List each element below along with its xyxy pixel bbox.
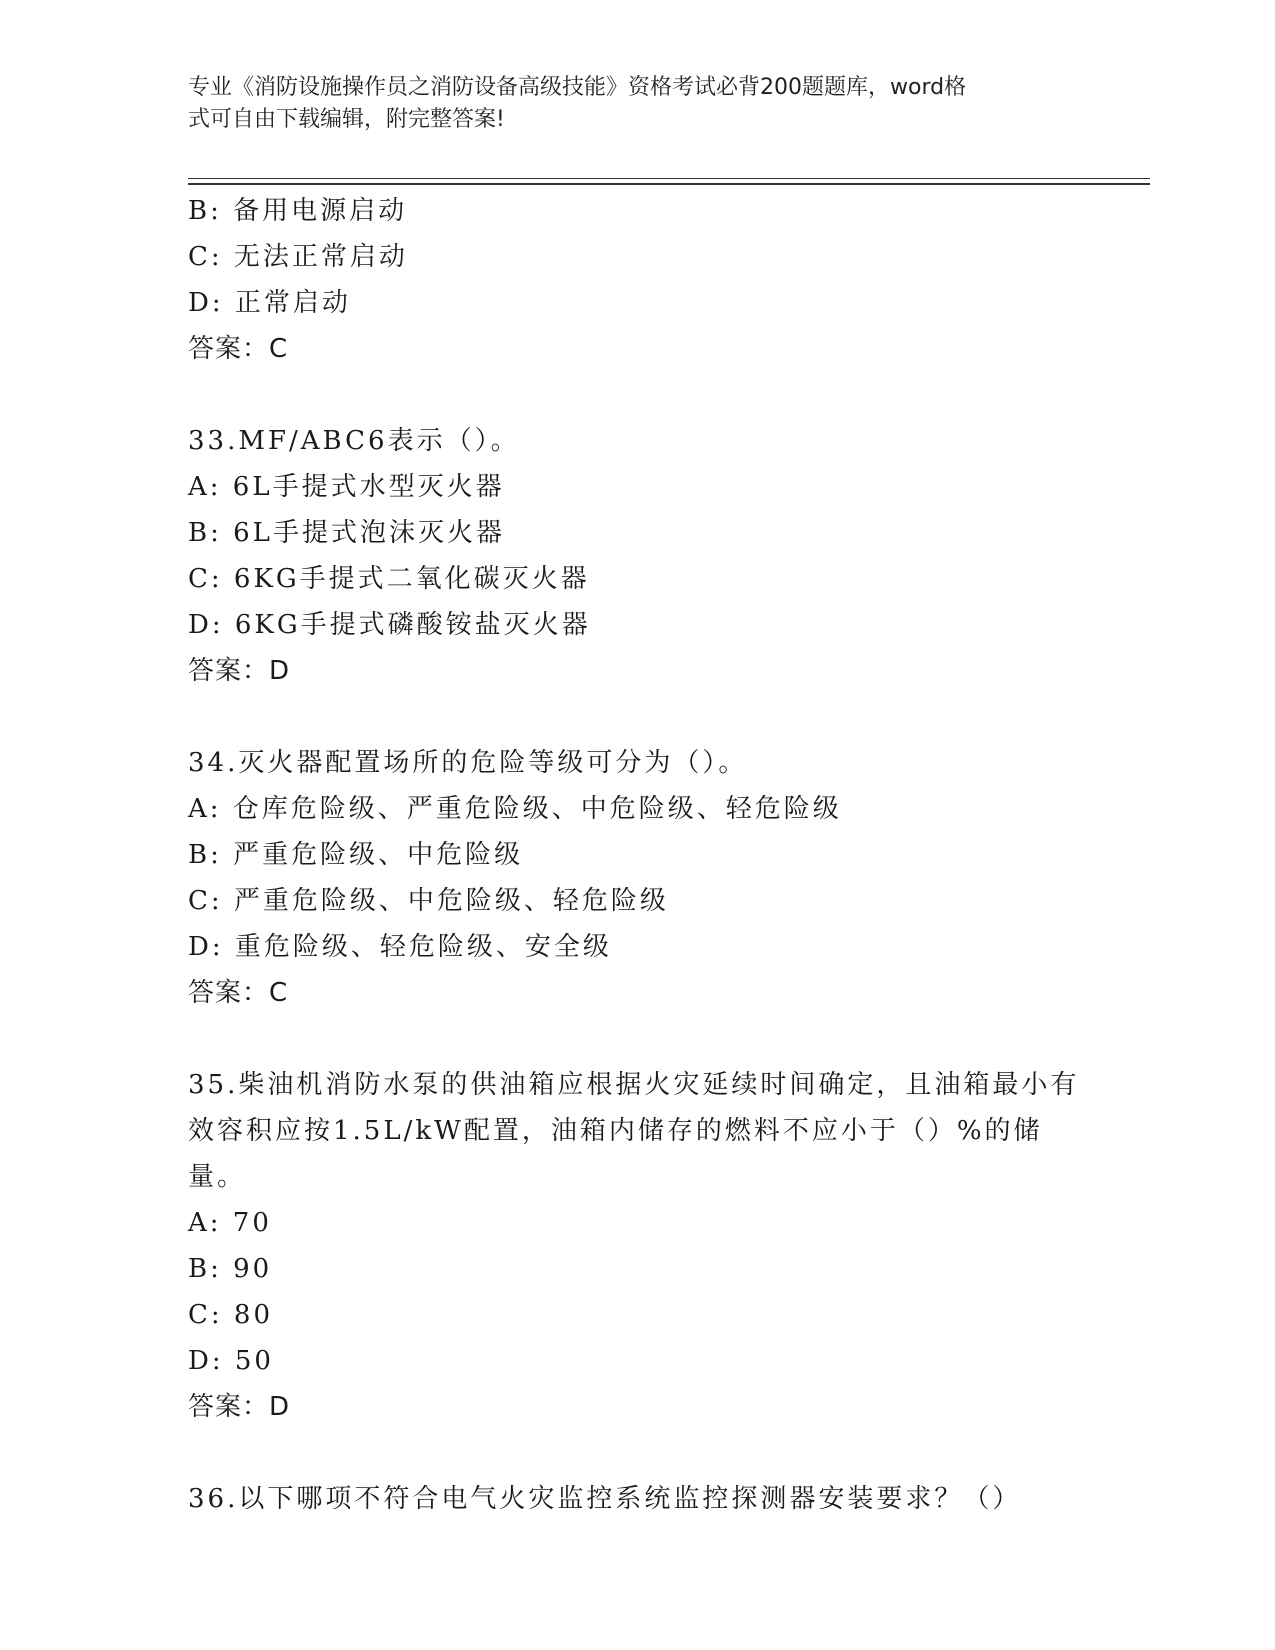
answer: 答案：D [188, 1392, 291, 1422]
option-d: D: 重危险级、轻危险级、安全级 [188, 932, 612, 962]
document-header [188, 72, 1088, 136]
option-a: A: 70 [188, 1208, 272, 1238]
option-c: C: 80 [188, 1300, 274, 1330]
option-d: D: 正常启动 [188, 288, 351, 318]
option-c: C: 无法正常启动 [188, 242, 408, 272]
question-32-partial [188, 188, 1088, 372]
option-a: A: 6L手提式水型灭火器 [188, 472, 505, 502]
question-text: 33.MF/ABC6表示（）。 [188, 426, 520, 456]
option-b: B: 备用电源启动 [188, 196, 408, 226]
option-c: C: 严重危险级、中危险级、轻危险级 [188, 886, 669, 916]
answer: 答案：C [188, 978, 289, 1008]
question-text: 34.灭火器配置场所的危险等级可分为（）。 [188, 748, 748, 778]
question-33 [188, 418, 1088, 694]
document-body [188, 188, 1088, 1522]
option-d: D: 50 [188, 1346, 274, 1376]
question-text-line-1: 35.柴油机消防水泵的供油箱应根据火灾延续时间确定，且油箱最小有 [188, 1070, 1080, 1100]
option-c: C: 6KG手提式二氧化碳灭火器 [188, 564, 590, 594]
question-34 [188, 740, 1088, 1016]
option-a: A: 仓库危险级、严重危险级、中危险级、轻危险级 [188, 794, 842, 824]
answer: 答案：C [188, 334, 289, 364]
header-rule-thick [188, 183, 1150, 185]
header-line-1: 专业《消防设施操作员之消防设备高级技能》资格考试必背200题题库，word格 [188, 75, 967, 100]
question-35 [188, 1062, 1088, 1430]
header-line-2: 式可自由下载编辑，附完整答案! [188, 107, 505, 132]
option-d: D: 6KG手提式磷酸铵盐灭火器 [188, 610, 591, 640]
answer: 答案：D [188, 656, 291, 686]
question-text: 36.以下哪项不符合电气火灾监控系统监控探测器安装要求？（） [188, 1484, 1022, 1514]
option-b: B: 90 [188, 1254, 273, 1284]
option-b: B: 6L手提式泡沫灭火器 [188, 518, 505, 548]
header-rule-thin [188, 178, 1150, 179]
question-text-line-2: 效容积应按1.5L/kW配置，油箱内储存的燃料不应小于（）%的储量。 [188, 1116, 1043, 1192]
option-b: B: 严重危险级、中危险级 [188, 840, 524, 870]
question-36 [188, 1476, 1088, 1522]
